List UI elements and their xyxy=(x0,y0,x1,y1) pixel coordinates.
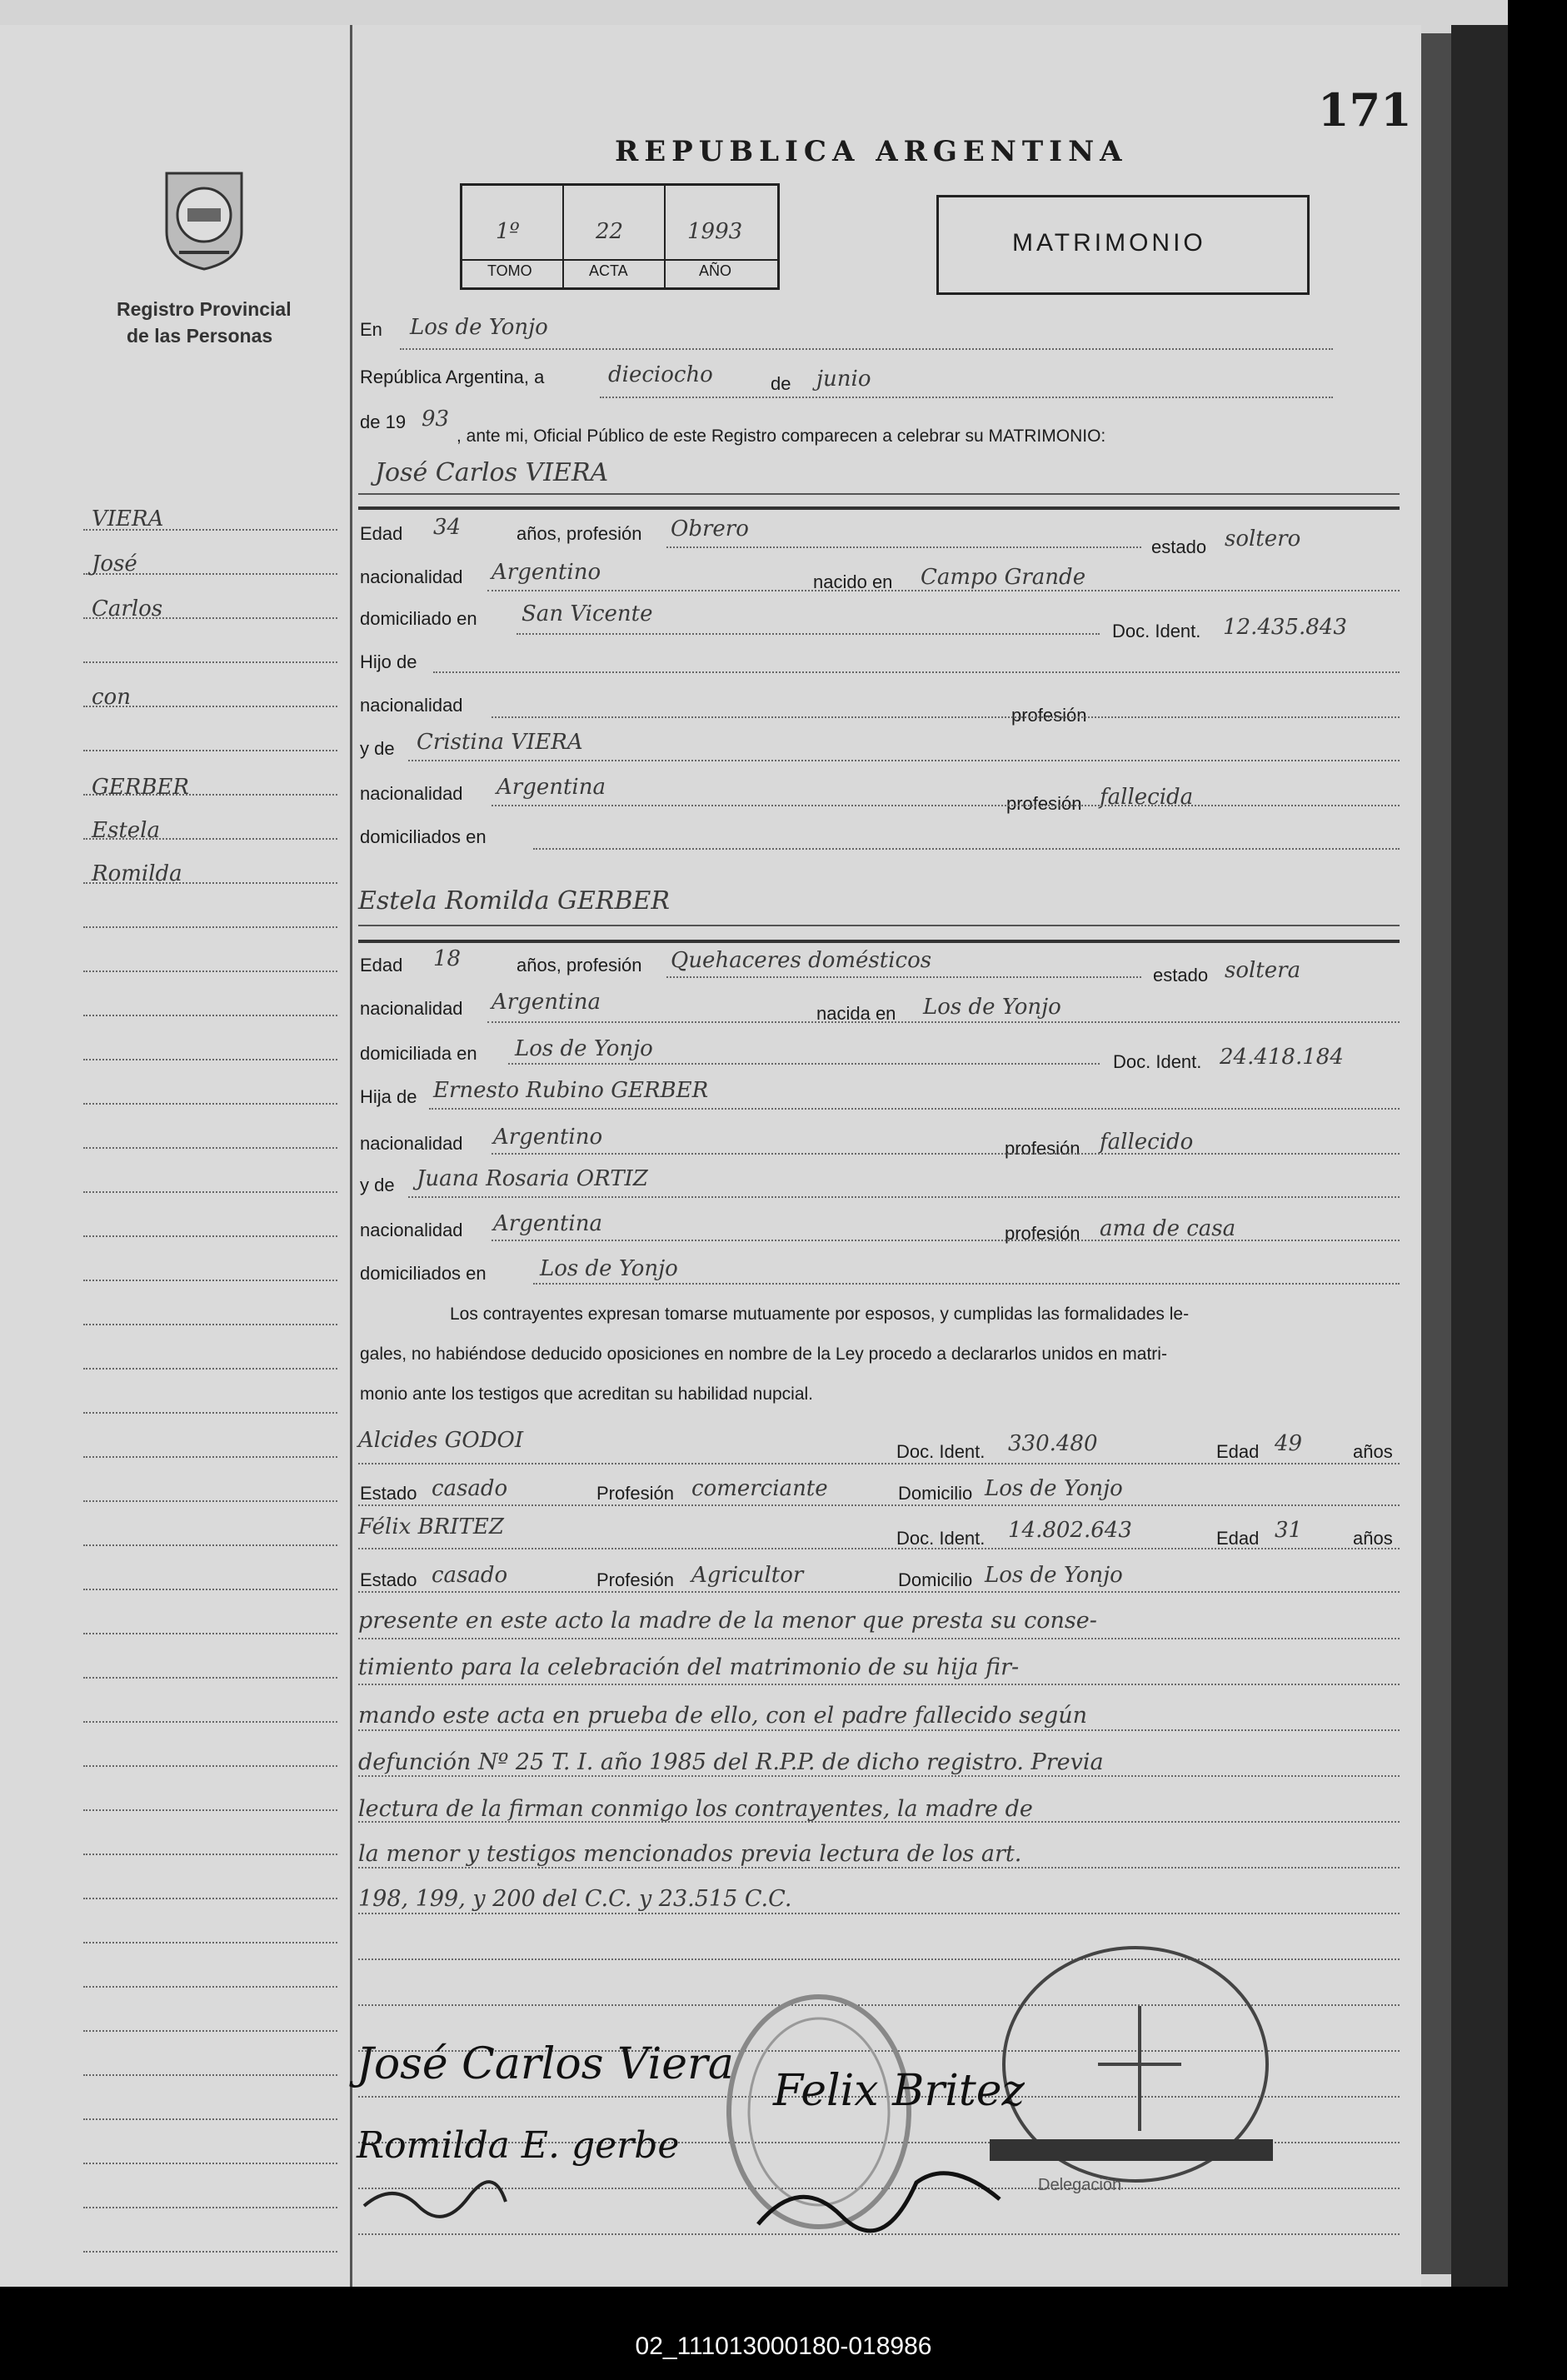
margin-line xyxy=(83,1854,337,1855)
margin-line xyxy=(83,1191,337,1193)
file-identifier: 02_111013000180-018986 xyxy=(635,2333,932,2360)
field-line xyxy=(508,1063,1100,1065)
field-line xyxy=(492,1240,1400,1241)
registry-title-line2: de las Personas xyxy=(127,325,273,347)
bride-nationality: Argentina xyxy=(492,990,601,1015)
ano-label: AÑO xyxy=(699,262,732,279)
margin-line xyxy=(83,2163,337,2164)
ruled-line xyxy=(358,1775,1400,1777)
bride-mother-nac-label: nacionalidad xyxy=(360,1220,463,1240)
witness1-occupation: comerciante xyxy=(691,1476,828,1501)
marriage-place: Los de Yonjo xyxy=(410,315,548,340)
margin-line xyxy=(83,1368,337,1370)
witness1-doc: 330.480 xyxy=(1008,1431,1098,1456)
witness2-domicile: Los de Yonjo xyxy=(985,1563,1123,1588)
margin-line xyxy=(83,1059,337,1060)
margin-line xyxy=(83,1765,337,1767)
notes-line: presente en este acto la madre de la menor que presta su conse- xyxy=(358,1608,1097,1634)
marriage-day: dieciocho xyxy=(608,362,713,387)
witness1-dom-label: Domicilio xyxy=(898,1483,973,1504)
bride-signature: Romilda E. gerbe xyxy=(357,2124,680,2167)
groom-father-nac-label: nacionalidad xyxy=(360,695,463,716)
margin-line xyxy=(83,1721,337,1723)
margin-line xyxy=(83,2074,337,2076)
witness2-estado-label: Estado xyxy=(360,1569,417,1590)
groom-estado-label: estado xyxy=(1151,536,1207,557)
groom-parents-dom-label: domiciliados en xyxy=(360,826,487,847)
margin-note: José xyxy=(92,551,137,576)
witness2-doc: 14.802.643 xyxy=(1008,1518,1132,1543)
margin-line xyxy=(83,1147,337,1149)
notes-line: la menor y testigos mencionados previa lectura de los art. xyxy=(358,1841,1022,1867)
margin-line xyxy=(83,661,337,663)
witness1-prof-label: Profesión xyxy=(596,1483,674,1504)
bride-nacionalidad-label: nacionalidad xyxy=(360,998,463,1019)
tomo-acta-ano-box xyxy=(460,183,780,290)
margin-line xyxy=(83,1589,337,1590)
bride-domicile: Los de Yonjo xyxy=(515,1036,653,1061)
declaration-line2: gales, no habiéndose deducido oposiciones en nombre de la Ley procedo a declararlos unidos en matri- xyxy=(360,1345,1167,1364)
bride-father-occupation: fallecido xyxy=(1100,1130,1194,1155)
bride-yde-label: y de xyxy=(360,1175,395,1195)
record-type-label: MATRIMONIO xyxy=(1012,229,1206,257)
field-line xyxy=(358,1463,1400,1464)
margin-line xyxy=(83,1500,337,1502)
margin-line xyxy=(83,2030,337,2032)
officer-signature-icon xyxy=(750,2149,1016,2241)
de-label: de xyxy=(771,373,791,394)
record-type-box xyxy=(936,195,1310,295)
tomo-value: 1º xyxy=(496,219,520,244)
groom-age: 34 xyxy=(433,515,462,540)
field-line xyxy=(666,976,1141,978)
field-line xyxy=(408,760,1400,761)
notes-line: mando este acta en prueba de ello, con el padre fallecido según xyxy=(358,1703,1087,1729)
witness2-age: 31 xyxy=(1275,1518,1303,1543)
marriage-month: junio xyxy=(816,367,871,392)
witness2-marital: casado xyxy=(432,1563,508,1588)
margin-line xyxy=(83,750,337,751)
groom-marital: soltero xyxy=(1225,526,1301,551)
groom-mother-prof-label: profesión xyxy=(1006,793,1082,814)
margin-line xyxy=(83,1103,337,1105)
bride-doc-label: Doc. Ident. xyxy=(1113,1051,1202,1072)
margin-line xyxy=(83,1324,337,1325)
witness2-dom-label: Domicilio xyxy=(898,1569,973,1590)
witness2-prof-label: Profesión xyxy=(596,1569,674,1590)
page-edge-shadow xyxy=(1421,33,1455,2274)
field-line xyxy=(358,493,1400,495)
groom-nacido-label: nacido en xyxy=(813,571,893,592)
margin-note: Estela xyxy=(92,818,160,843)
bride-parents-domicile: Los de Yonjo xyxy=(540,1256,678,1281)
registry-title-line1: Registro Provincial xyxy=(117,298,292,320)
groom-occupation: Obrero xyxy=(671,516,749,541)
bride-occupation: Quehaceres domésticos xyxy=(671,948,932,973)
bride-profesion-label: años, profesión xyxy=(517,955,642,975)
bride-name: Estela Romilda GERBER xyxy=(358,886,671,916)
bride-domiciliada-label: domiciliada en xyxy=(360,1043,477,1064)
field-line xyxy=(408,1196,1400,1198)
groom-hijo-label: Hijo de xyxy=(360,651,417,672)
acta-label: ACTA xyxy=(589,262,628,279)
notes-line: timiento para la celebración del matrimonio de su hija fir- xyxy=(358,1654,1020,1680)
country-title: REPUBLICA ARGENTINA xyxy=(615,135,1128,168)
margin-line xyxy=(83,1544,337,1546)
notes-line: defunción Nº 25 T. I. año 1985 del R.P.P. de dicho registro. Previa xyxy=(358,1749,1104,1775)
section-divider xyxy=(358,506,1400,510)
groom-mother-nac-label: nacionalidad xyxy=(360,783,463,804)
signature-scribble-icon xyxy=(360,2173,510,2223)
bride-estado-label: estado xyxy=(1153,965,1209,985)
field-line xyxy=(358,1591,1400,1593)
field-line xyxy=(358,925,1400,926)
opening-formula: , ante mi, Oficial Público de este Registro comparecen a celebrar su MATRIMONIO: xyxy=(457,427,1106,446)
groom-signature: José Carlos Viera xyxy=(357,2039,734,2089)
ruled-line xyxy=(358,1821,1400,1823)
stamp-banner xyxy=(990,2139,1273,2161)
groom-father-prof-label: profesión xyxy=(1011,705,1087,726)
field-line xyxy=(492,716,1400,718)
field-line xyxy=(600,397,1333,398)
notes-line: lectura de la firman conmigo los contrayentes, la madre de xyxy=(358,1796,1033,1822)
declaration-line1: Los contrayentes expresan tomarse mutuamente por esposos, y cumplidas las formalidades le- xyxy=(450,1305,1190,1324)
bride-father-prof-label: profesión xyxy=(1005,1138,1080,1159)
groom-doc: 12.435.843 xyxy=(1223,615,1347,640)
witness2-anos-label: años xyxy=(1353,1528,1393,1549)
field-line xyxy=(492,1153,1400,1155)
ruled-line xyxy=(358,1638,1400,1639)
witness2-doc-label: Doc. Ident. xyxy=(896,1528,986,1549)
groom-mother-nationality: Argentina xyxy=(497,775,606,800)
margin-note: Romilda xyxy=(92,861,182,886)
margin-note: GERBER xyxy=(92,775,189,800)
field-line xyxy=(487,590,1400,591)
field-line xyxy=(533,848,1400,850)
ruled-line xyxy=(358,1867,1400,1869)
bride-father: Ernesto Rubino GERBER xyxy=(433,1078,709,1103)
ruled-line xyxy=(358,1684,1400,1685)
margin-column xyxy=(0,25,352,2287)
margin-line xyxy=(83,1942,337,1943)
groom-domicile: San Vicente xyxy=(522,601,653,626)
margin-line xyxy=(83,1809,337,1811)
field-line xyxy=(517,633,1100,635)
bride-marital: soltera xyxy=(1225,958,1301,983)
provincial-seal-icon xyxy=(158,165,250,273)
margin-line xyxy=(83,1280,337,1281)
ruled-line xyxy=(358,1729,1400,1731)
bride-hija-label: Hija de xyxy=(360,1086,417,1107)
witness1-marital: casado xyxy=(432,1476,508,1501)
field-line xyxy=(666,546,1141,548)
bride-mother-prof-label: profesión xyxy=(1005,1223,1080,1244)
field-line xyxy=(487,1021,1400,1023)
bride-parents-dom-label: domiciliados en xyxy=(360,1263,487,1284)
margin-note: con xyxy=(92,685,131,710)
witness1-age: 49 xyxy=(1275,1431,1303,1456)
margin-line xyxy=(83,1898,337,1899)
ruled-line xyxy=(358,1913,1400,1914)
groom-nacionalidad-label: nacionalidad xyxy=(360,566,463,587)
witness1-edad-label: Edad xyxy=(1216,1441,1260,1462)
groom-yde-label: y de xyxy=(360,738,395,759)
bride-age: 18 xyxy=(433,946,462,971)
stamp-label: Delegación xyxy=(1038,2176,1122,2194)
groom-mother: Cristina VIERA xyxy=(417,730,583,755)
acta-value: 22 xyxy=(596,219,624,244)
margin-line xyxy=(83,1633,337,1634)
margin-line xyxy=(83,1412,337,1414)
margin-line xyxy=(83,1677,337,1679)
groom-doc-label: Doc. Ident. xyxy=(1112,621,1201,641)
page-number: 171 xyxy=(1318,83,1412,137)
bride-mother-nationality: Argentina xyxy=(493,1211,602,1236)
margin-line xyxy=(83,926,337,928)
margin-line xyxy=(83,2207,337,2208)
field-line xyxy=(400,348,1333,350)
witness2-edad-label: Edad xyxy=(1216,1528,1260,1549)
bride-mother: Juana Rosaria ORTIZ xyxy=(417,1166,648,1191)
margin-line xyxy=(83,970,337,972)
witness2-name: Félix BRITEZ xyxy=(358,1514,504,1539)
witness1-estado-label: Estado xyxy=(360,1483,417,1504)
groom-domiciliado-label: domiciliado en xyxy=(360,608,477,629)
witness1-name: Alcides GODOI xyxy=(358,1428,524,1453)
margin-note: Carlos xyxy=(92,596,163,621)
groom-edad-label: Edad xyxy=(360,523,403,544)
republica-label: República Argentina, a xyxy=(360,367,545,387)
witness1-anos-label: años xyxy=(1353,1441,1393,1462)
witness1-doc-label: Doc. Ident. xyxy=(896,1441,986,1462)
margin-line xyxy=(83,2251,337,2253)
margin-line xyxy=(83,2118,337,2120)
tomo-label: TOMO xyxy=(487,262,532,279)
bride-birthplace: Los de Yonjo xyxy=(923,995,1061,1020)
groom-name: José Carlos VIERA xyxy=(375,458,609,487)
field-line xyxy=(358,1548,1400,1549)
notes-line: 198, 199, y 200 del C.C. y 23.515 C.C. xyxy=(358,1886,792,1912)
groom-mother-occupation: fallecida xyxy=(1100,785,1194,810)
field-line xyxy=(433,671,1400,673)
bride-father-nac-label: nacionalidad xyxy=(360,1133,463,1154)
bride-edad-label: Edad xyxy=(360,955,403,975)
witness-signature: Felix Britez xyxy=(773,2066,1025,2116)
margin-line xyxy=(83,1235,337,1237)
field-line xyxy=(358,1504,1400,1506)
groom-nationality: Argentino xyxy=(492,560,601,585)
witness2-occupation: Agricultor xyxy=(691,1563,804,1588)
declaration-line3: monio ante los testigos que acreditan su habilidad nupcial. xyxy=(360,1385,814,1404)
book-binding xyxy=(1451,25,1508,2287)
field-line xyxy=(429,1108,1400,1110)
bride-nacida-label: nacida en xyxy=(816,1003,896,1024)
ano-value: 1993 xyxy=(687,219,743,244)
margin-line xyxy=(83,1015,337,1016)
bride-father-nationality: Argentino xyxy=(493,1125,603,1150)
margin-line xyxy=(83,1456,337,1458)
margin-note: VIERA xyxy=(92,506,164,531)
bride-doc: 24.418.184 xyxy=(1220,1045,1344,1070)
margin-line xyxy=(83,1986,337,1988)
bride-mother-occupation: ama de casa xyxy=(1100,1216,1236,1241)
section-divider xyxy=(358,940,1400,943)
year-prefix: de 19 xyxy=(360,412,407,432)
field-line xyxy=(533,1283,1400,1285)
groom-birthplace: Campo Grande xyxy=(921,565,1086,590)
groom-profesion-label: años, profesión xyxy=(517,523,642,544)
marriage-year: 93 xyxy=(422,407,450,432)
en-label: En xyxy=(360,319,382,340)
field-line xyxy=(492,805,1400,806)
witness1-domicile: Los de Yonjo xyxy=(985,1476,1123,1501)
